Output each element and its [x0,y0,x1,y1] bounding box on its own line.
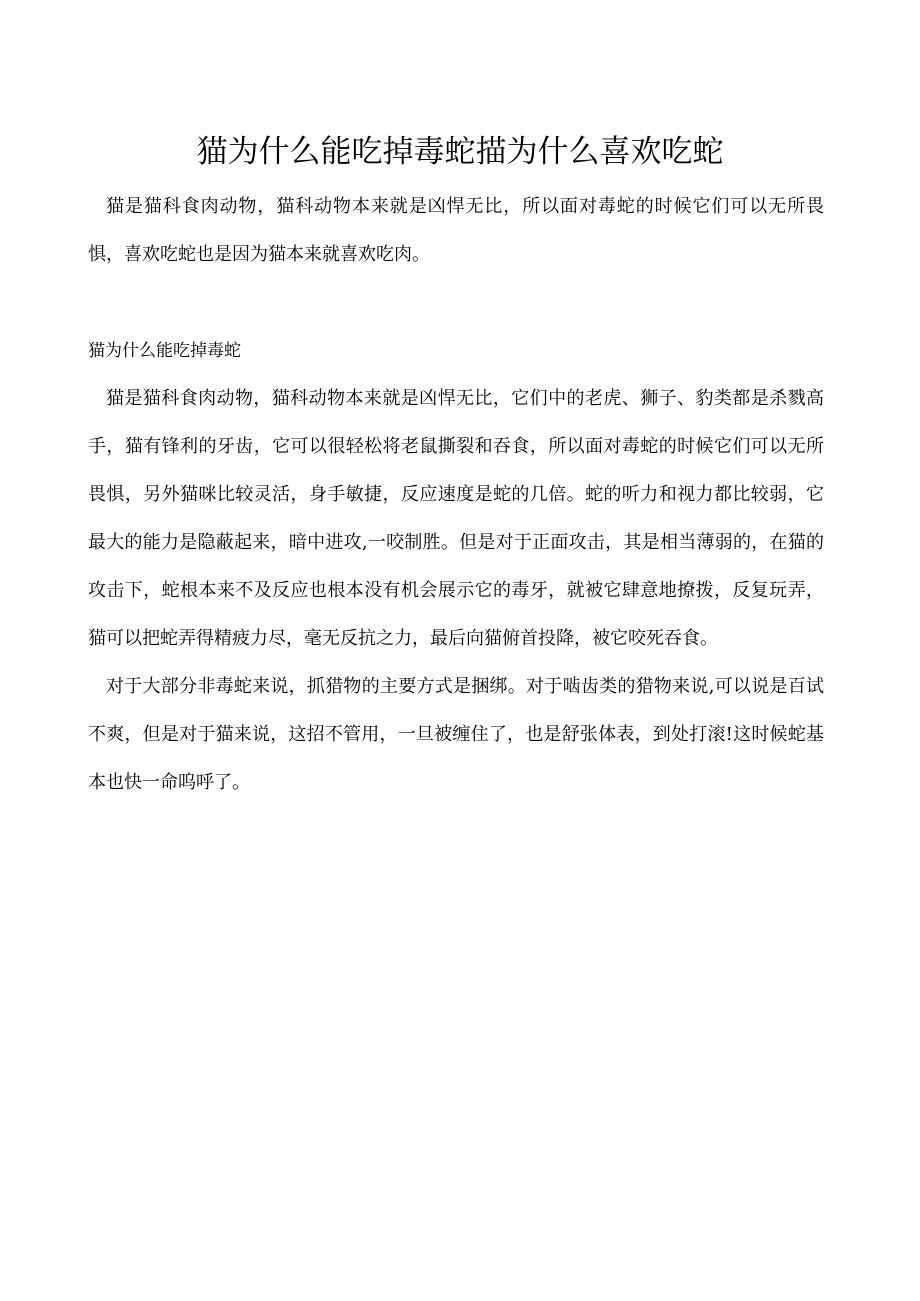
body-paragraph-2: 对于大部分非毒蛇来说，抓猎物的主要方式是捆绑。对于啮齿类的猎物来说,可以说是百试不爽，但是对于猫来说，这招不管用，一旦被缠住了，也是舒张体表，到处打滚!这时候蛇基本也快一命呜呼了。 [88,676,824,793]
document-title: 猫为什么能吃掉毒蛇描为什么喜欢吃蛇 [196,134,724,170]
intro-paragraph: 猫是猫科食肉动物，猫科动物本来就是凶悍无比，所以面对毒蛇的时候它们可以无所畏惧，喜欢吃蛇也是因为猫本来就喜欢吃肉。 [88,196,824,265]
document-body [88,183,824,807]
body-paragraph-1: 猫是猫科食肉动物，猫科动物本来就是凶悍无比，它们中的老虎、狮子、豹类都是杀戮高手，猫有锋利的牙齿，它可以很轻松将老鼠撕裂和吞食，所以面对毒蛇的时候它们可以无所畏惧，另外猫咪比较灵活，身手敏捷，反应速度是蛇的几倍。蛇的听力和视力都比较弱，它最大的能力是隐蔽起来，暗中进攻,一咬制胜。但是对于正面攻击，其是相当薄弱的，在猫的攻击下，蛇根本来不及反应也根本没有机会展示它的毒牙，就被它肆意地撩拨，反复玩弄，猫可以把蛇弄得精疲力尽，毫无反抗之力，最后向猫俯首投降，被它咬死吞食。 [88,388,824,649]
section-heading: 猫为什么能吃掉毒蛇 [88,341,241,361]
paragraph-spacer [88,279,824,327]
